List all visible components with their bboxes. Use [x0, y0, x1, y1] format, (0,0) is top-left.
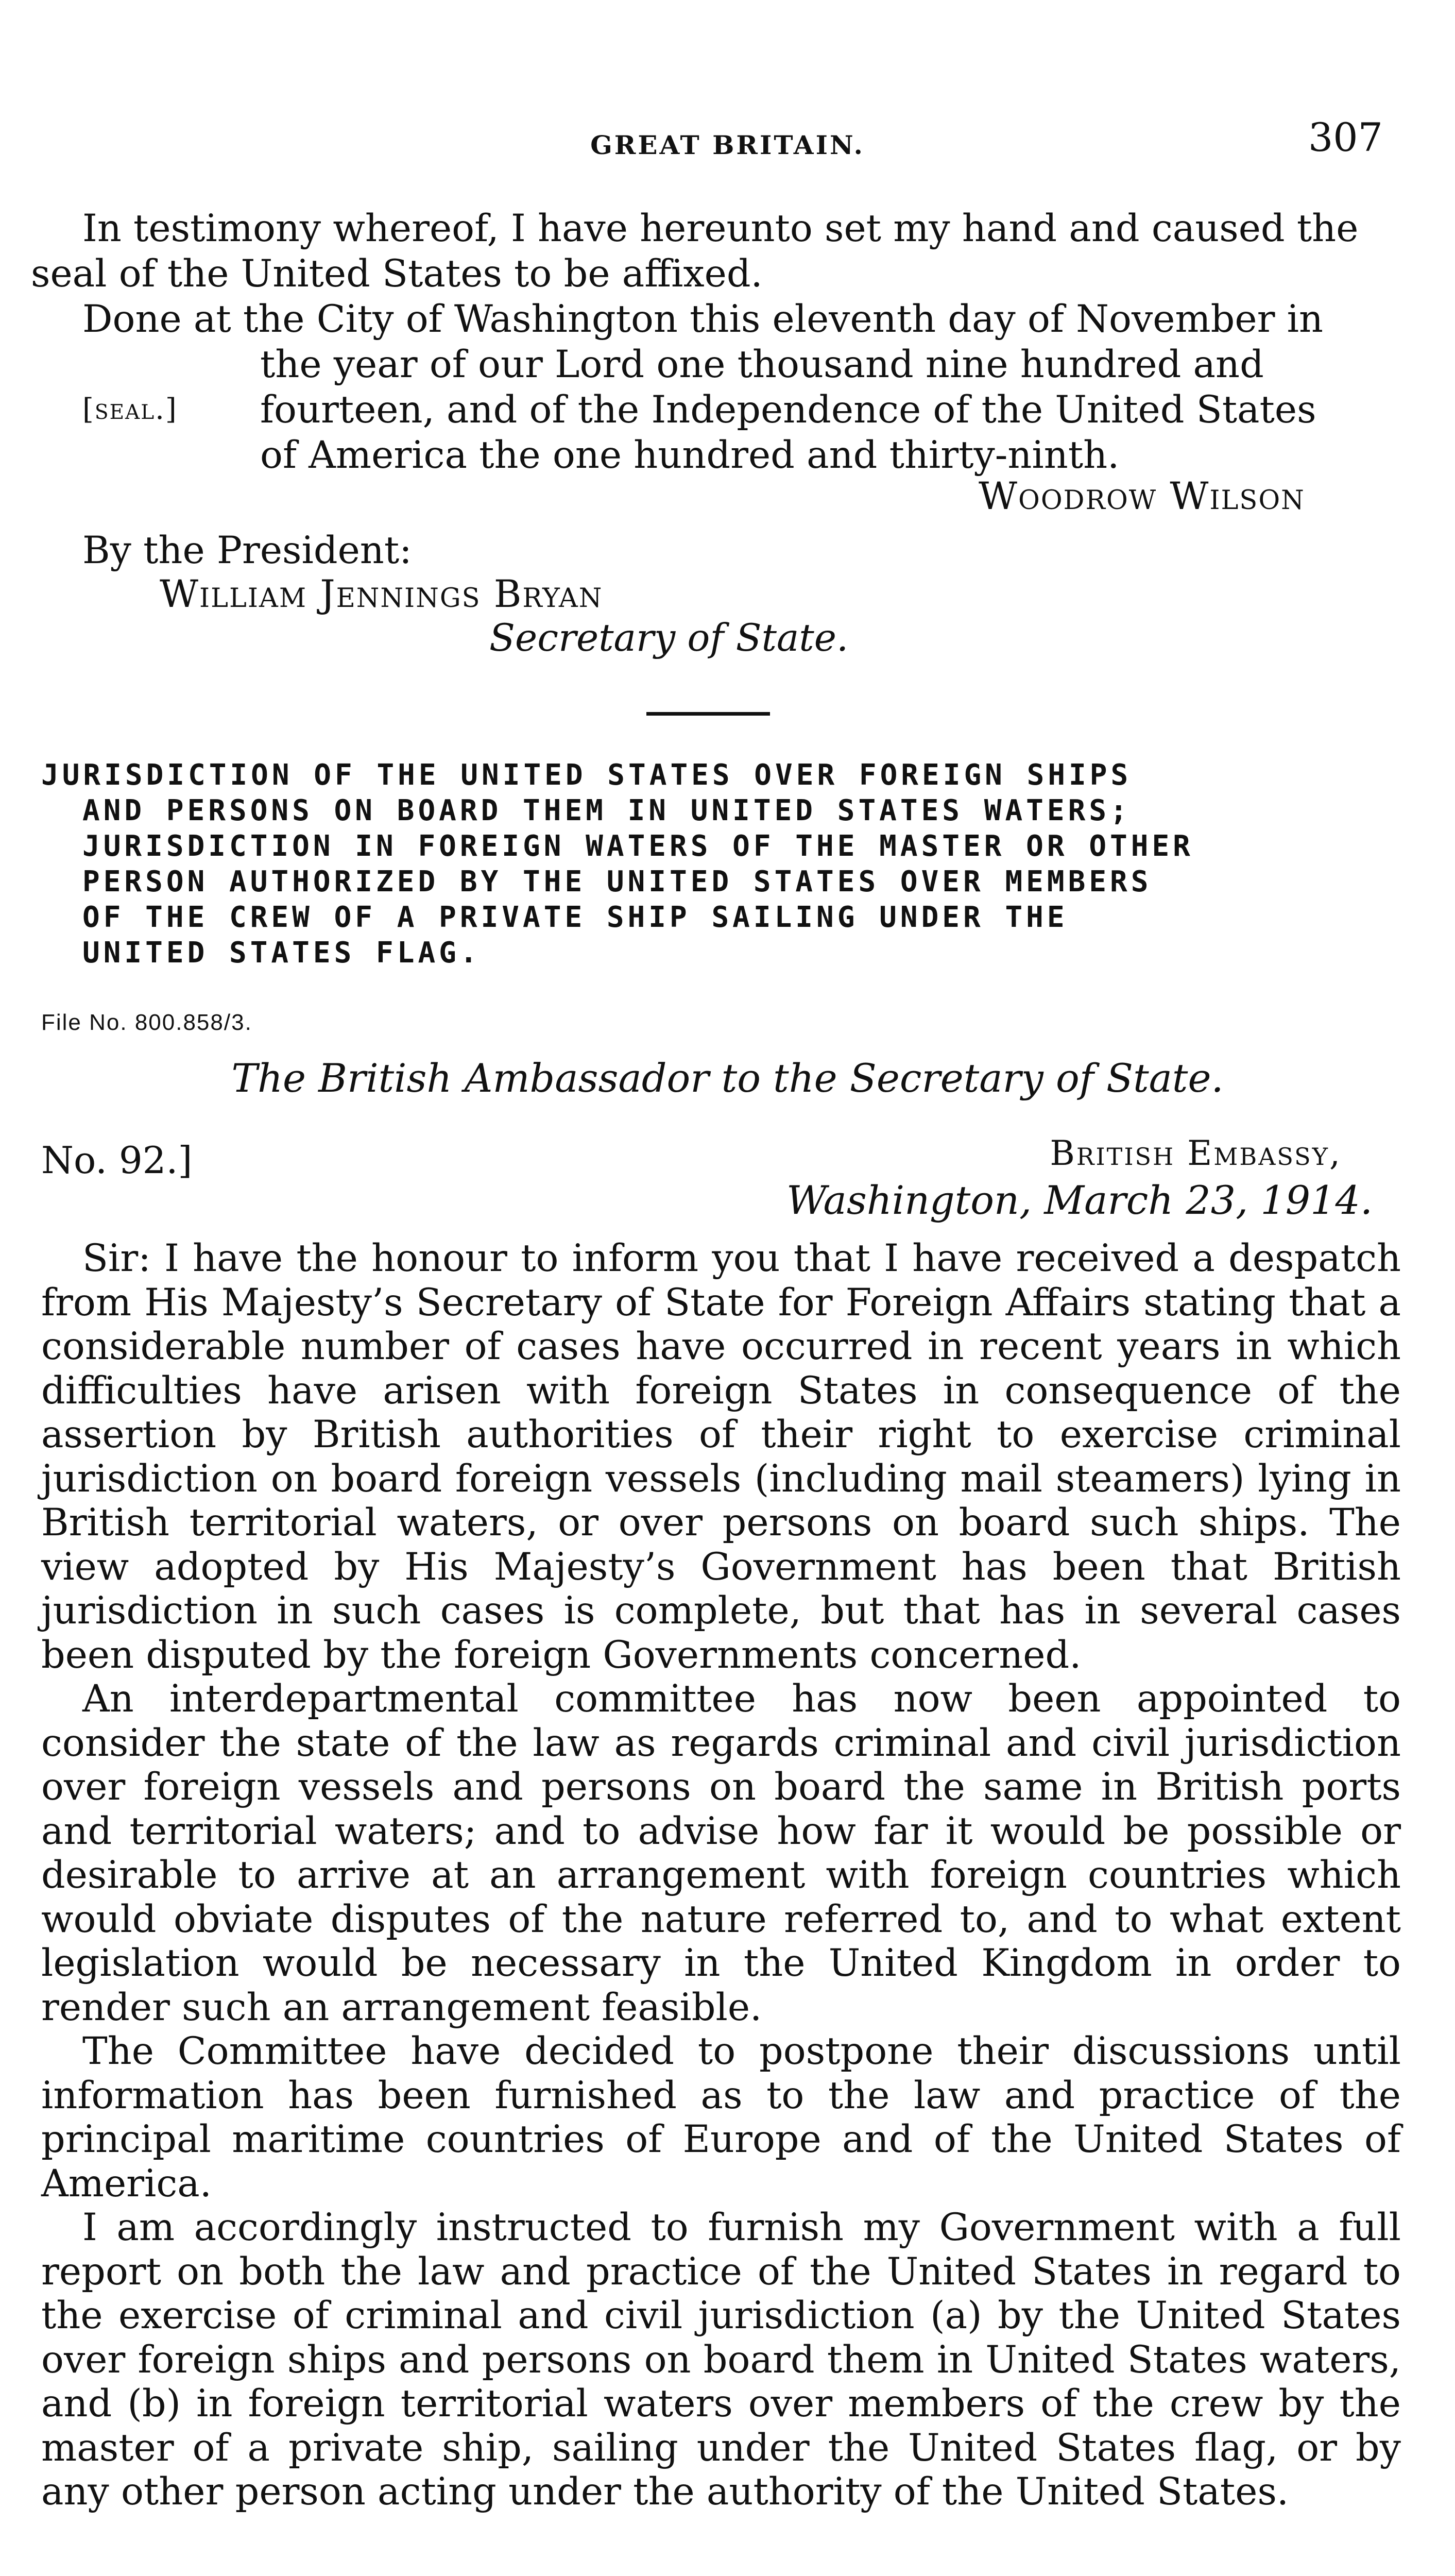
seal-label: [seal.]: [82, 393, 178, 426]
section-heading: [41, 757, 1391, 971]
paragraph: I am accordingly instructed to furnish my Government with a full report on both the law and practice of the United States in regard to the exercise of criminal and civil jurisdiction (a) by the United States over foreign ships and persons on board them in United States waters, and (b) in foreign territorial waters over members of the crew by the master of a private ship, sailing under the United States flag, or by any other person acting under the authority of the United States.: [41, 2206, 1401, 2514]
done-line-2: the year of our Lord one thousand nine hundred and: [260, 343, 1264, 386]
letter-body: [41, 1236, 1401, 2514]
paragraph: The Committee have decided to postpone their discussions until information has been furnished as to the law and practice of the principal maritime countries of Europe and of the United States of America.: [41, 2029, 1401, 2206]
secretary-name: William Jennings Bryan: [160, 572, 603, 616]
embassy-name: British Embassy,: [1050, 1133, 1342, 1173]
done-line-1: Done at the City of Washington this eleventh day of November in: [82, 297, 1324, 341]
signer-name: Woodrow Wilson: [979, 474, 1305, 518]
secretary-title: Secretary of State.: [489, 616, 849, 660]
testimony-line-2: seal of the United States to be affixed.: [31, 252, 763, 296]
heading-line: UNITED STATES FLAG.: [82, 936, 481, 970]
heading-line: AND PERSONS ON BOARD THEM IN UNITED STATES WATERS;: [82, 794, 1131, 827]
heading-line: JURISDICTION IN FOREIGN WATERS OF THE MASTER OR OTHER: [82, 829, 1194, 863]
done-line-3: fourteen, and of the Independence of the United States: [260, 388, 1316, 432]
heading-line: JURISDICTION OF THE UNITED STATES OVER FOREIGN SHIPS: [41, 758, 1132, 792]
testimony-line-1: In testimony whereof, I have hereunto set my hand and caused the: [82, 207, 1359, 250]
paragraph: Sir: I have the honour to inform you that I have received a despatch from His Majesty’s Secretary of State for Foreign Affairs stating that a considerable number of cases have occurred in recent years in which difficulties have arisen with foreign States in consequence of the assertion by British authorities of their right to exercise criminal jurisdiction on board foreign vessels (including mail steamers) lying in British territorial waters, or over persons on board such ships. The view adopted by His Majesty’s Government has been that British jurisdiction in such cases is complete, but that has in several cases been disputed by the foreign Governments concerned.: [41, 1236, 1401, 1677]
paragraph: An interdepartmental committee has now been appointed to consider the state of the law as regards criminal and civil jurisdiction over foreign vessels and persons on board the same in British ports and territorial waters; and to advise how far it would be possible or desirable to arrive at an arrangement with foreign countries which would obviate disputes of the nature referred to, and to what extent legislation would be necessary in the United Kingdom in order to render such an arrangement feasible.: [41, 1677, 1401, 2029]
page-number: 307: [1308, 114, 1383, 160]
done-line-4: of America the one hundred and thirty-ninth.: [260, 433, 1120, 477]
running-title: GREAT BRITAIN.: [590, 130, 865, 160]
place-date: Washington, March 23, 1914.: [786, 1177, 1373, 1223]
file-number: File No. 800.858/3.: [41, 1010, 252, 1035]
letter-subheading: The British Ambassador to the Secretary of State.: [231, 1055, 1224, 1101]
section-divider: [646, 712, 770, 716]
despatch-number: No. 92.]: [41, 1139, 193, 1182]
heading-line: PERSON AUTHORIZED BY THE UNITED STATES OVER MEMBERS: [82, 865, 1152, 899]
by-president: By the President:: [82, 529, 412, 572]
heading-line: OF THE CREW OF A PRIVATE SHIP SAILING UNDER THE: [82, 901, 1068, 934]
